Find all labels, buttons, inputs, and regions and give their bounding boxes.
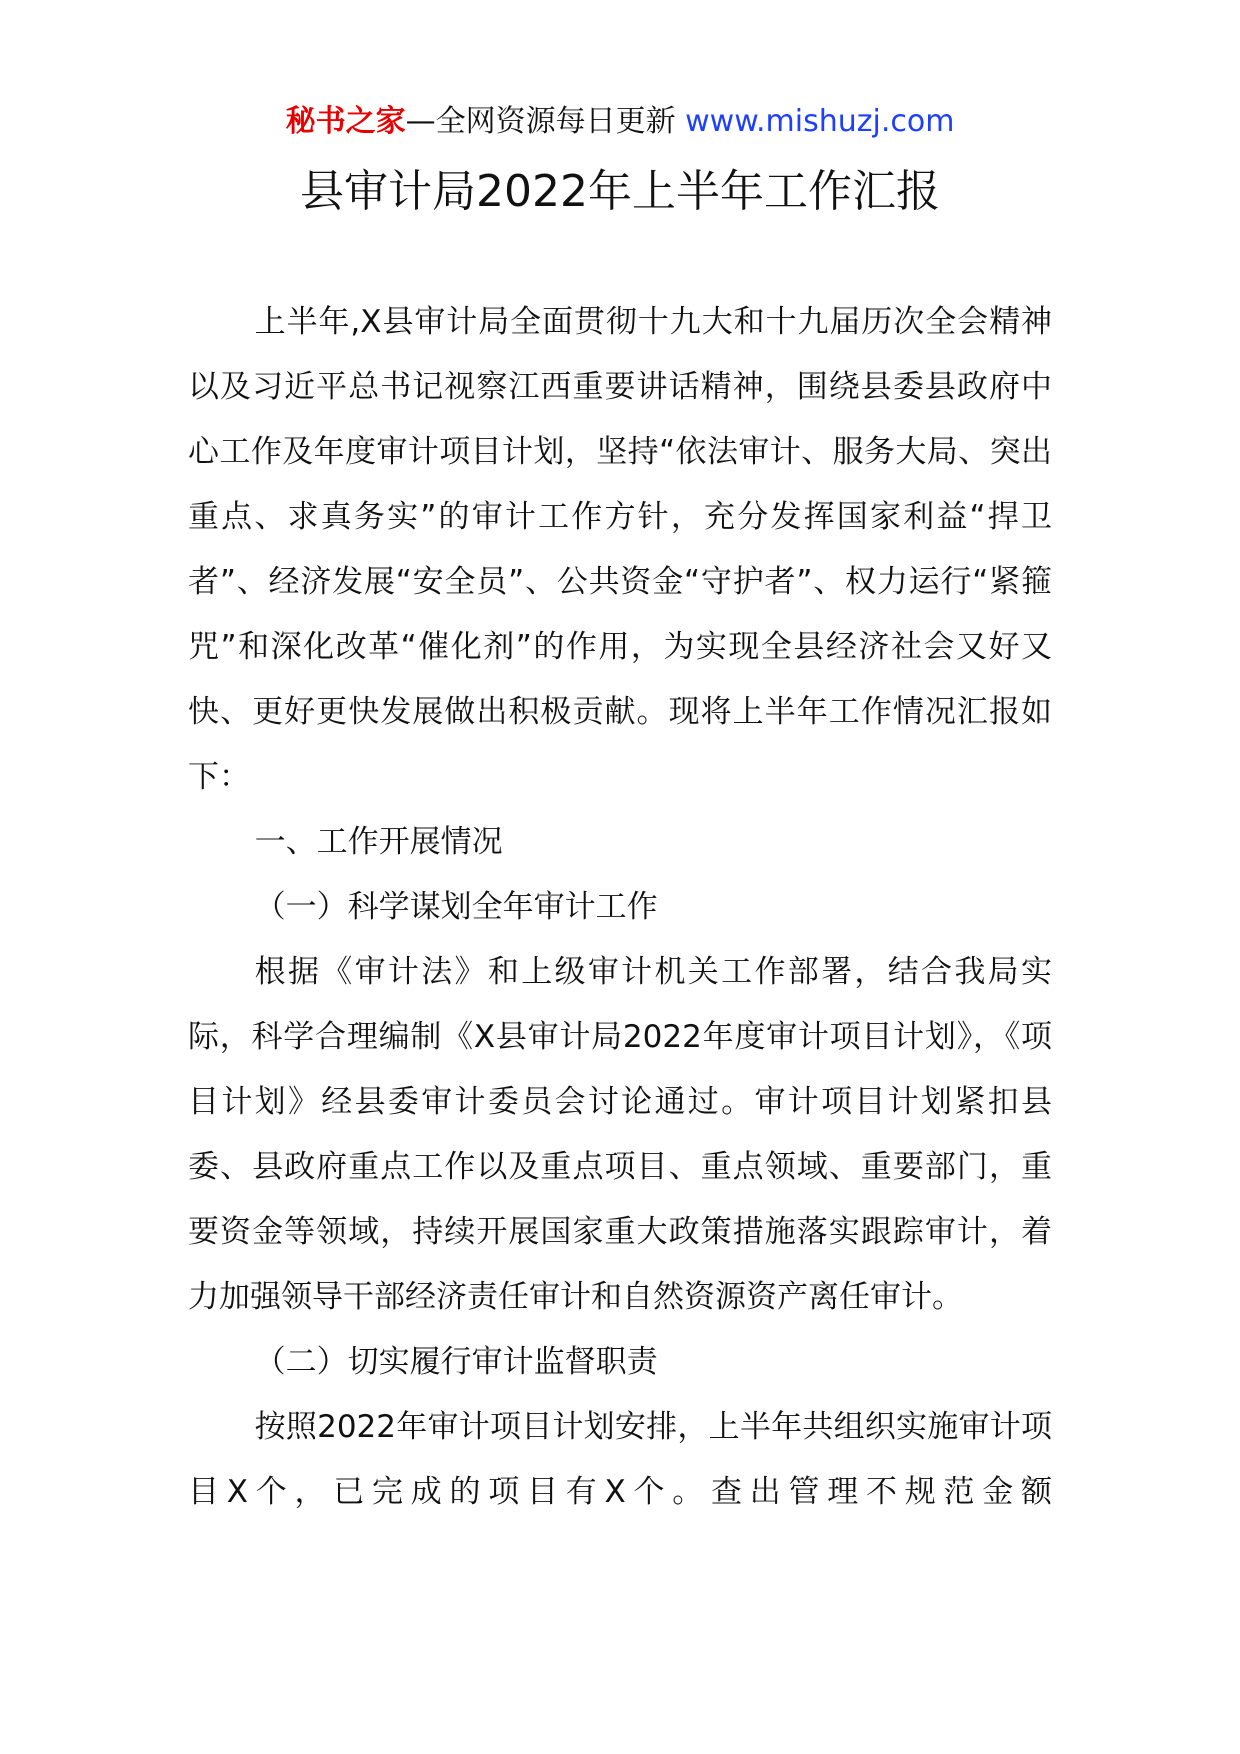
- header-tagline: —全网资源每日更新: [405, 104, 686, 139]
- subsection-1-paragraph: 根据《审计法》和上级审计机关工作部署，结合我局实际，科学合理编制《X县审计局2022年度审计项目计划》，《项目计划》经县委审计委员会讨论通过。审计项目计划紧扣县委、县政府重点工作以及重点项目、重点领域、重要部门，重要资金等领域，持续开展国家重大政策措施落实跟踪审计，着力加强领导干部经济责任审计和自然资源资产离任审计。: [188, 954, 1052, 1315]
- section-heading-1: 一、工作开展情况: [254, 824, 503, 860]
- site-header: [0, 100, 1240, 144]
- header-brand: 秘书之家: [285, 104, 406, 139]
- subsection-heading-2: （二）切实履行审计监督职责: [254, 1344, 658, 1380]
- document-title: 县审计局2022年上半年工作汇报: [300, 166, 940, 217]
- header-url-link[interactable]: www.mishuzj.com: [685, 104, 955, 139]
- subsection-2-paragraph: 按照2022年审计项目计划安排，上半年共组织实施审计项目X个，已完成的项目有X个。查出管理不规范金额: [188, 1409, 1052, 1510]
- intro-paragraph: 上半年,X县审计局全面贯彻十九大和十九届历次全会精神以及习近平总书记视察江西重要讲话精神，围绕县委县政府中心工作及年度审计项目计划，坚持“依法审计、服务大局、突出重点、求真务实”的审计工作方针，充分发挥国家利益“捍卫者”、经济发展“安全员”、公共资金“守护者”、权力运行“紧箍咒”和深化改革“催化剂”的作用，为实现全县经济社会又好又快、更好更快发展做出积极贡献。现将上半年工作情况汇报如下：: [188, 304, 1052, 795]
- subsection-heading-1: （一）科学谋划全年审计工作: [254, 889, 658, 925]
- document-body: [188, 290, 1052, 1525]
